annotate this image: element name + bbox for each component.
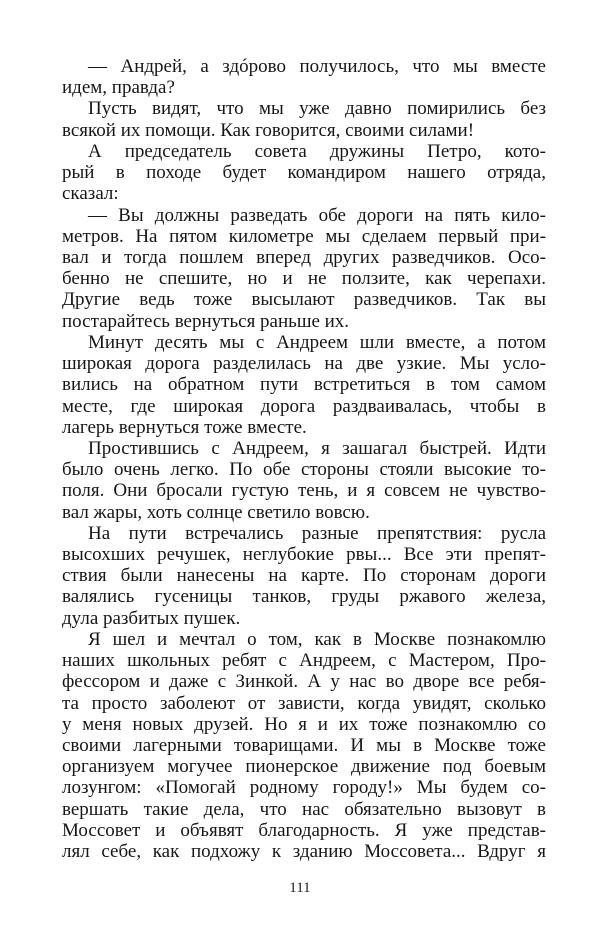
text-line: метров. На пятом километре мы сделаем первый при-: [62, 225, 546, 247]
text-line: наших школьных ребят с Андреем, с Мастером, Про-: [62, 650, 546, 672]
text-line: Другие ведь тоже высылают разведчиков. Так вы: [62, 289, 546, 311]
text-line: было очень легко. По обе стороны стояли высокие то-: [62, 459, 546, 481]
text-line: Минут десять мы с Андреем шли вместе, а потом: [88, 331, 546, 353]
text-line: у меня новых друзей. Но я и их тоже познакомлю со: [62, 713, 546, 735]
book-page-text: [62, 56, 546, 862]
text-line: широкая дорога разделилась на две узкие. Мы усло-: [62, 353, 546, 375]
paragraph: [62, 98, 546, 140]
text-line: вершать такие дела, что нас обязательно вызовут в: [62, 798, 546, 820]
text-line: На пути встречались разные препятствия: русла: [88, 522, 546, 544]
paragraph: [62, 438, 546, 523]
paragraph: [62, 332, 546, 438]
paragraph: [62, 523, 546, 629]
text-line: вал жары, хоть солнце светило вовсю.: [62, 501, 370, 523]
text-line: лозунгом: «Помогай родному городу!» Мы будем со-: [62, 777, 546, 799]
text-line: вились на обратном пути встретиться в том самом: [62, 374, 546, 396]
text-line: месте, где широкая дорога раздваивалась, чтобы в: [62, 395, 546, 417]
text-line: идем, правда?: [62, 77, 175, 99]
text-line: Простившись с Андреем, я зашагал быстрей. Идти: [88, 437, 546, 459]
text-line: ствия были нанесены на карте. По сторонам дороги: [62, 565, 546, 587]
text-line: поля. Они бросали густую тень, и я совсем не чувство-: [62, 480, 546, 502]
text-line: лял себе, как подхожу к зданию Моссовета... Вдруг я: [62, 841, 546, 863]
page-number: 111: [289, 880, 311, 896]
text-line: своими лагерными товарищами. И мы в Москве тоже: [62, 735, 546, 756]
text-line: — Андрей, а здóрово получилось, что мы вместе: [88, 56, 546, 77]
text-line: та просто заболеют от зависти, когда увидят, сколько: [62, 692, 546, 714]
text-line: дула разбитых пушек.: [62, 607, 241, 629]
paragraph: [62, 141, 546, 205]
text-line: Пусть видят, что мы уже давно помирились без: [88, 98, 546, 120]
text-line: А председатель совета дружины Петро, кото-: [88, 140, 546, 162]
text-line: высохших речушек, неглубокие рвы... Все эти препят-: [62, 544, 546, 566]
text-line: вал и тогда пошлем вперед других разведчиков. Осо-: [62, 246, 546, 268]
text-line: Я шел и мечтал о том, как в Москве познакомлю: [88, 628, 546, 650]
text-line: бенно не спешите, но и не ползите, как черепахи.: [62, 268, 546, 290]
text-line: всякой их помощи. Как говорится, своими силами!: [62, 119, 475, 141]
text-line: постарайтесь вернуться раньше их.: [62, 310, 350, 332]
text-line: рый в походе будет командиром нашего отряда,: [62, 162, 546, 184]
paragraph: [62, 629, 546, 862]
text-line: лагерь вернуться тоже вместе.: [62, 416, 307, 438]
text-line: организуем могучее пионерское движение под боевым: [62, 756, 546, 778]
text-line: сказал:: [62, 183, 119, 205]
paragraph: [62, 56, 546, 98]
text-line: — Вы должны разведать обе дороги на пять кило-: [88, 204, 546, 226]
paragraph: [62, 205, 546, 332]
text-line: фессором и даже с Зинкой. А у нас во дворе все ребя-: [62, 671, 546, 693]
text-line: Моссовет и объявят благодарность. Я уже представ-: [62, 819, 546, 841]
text-line: валялись гусеницы танков, груды ржавого железа,: [62, 586, 546, 608]
